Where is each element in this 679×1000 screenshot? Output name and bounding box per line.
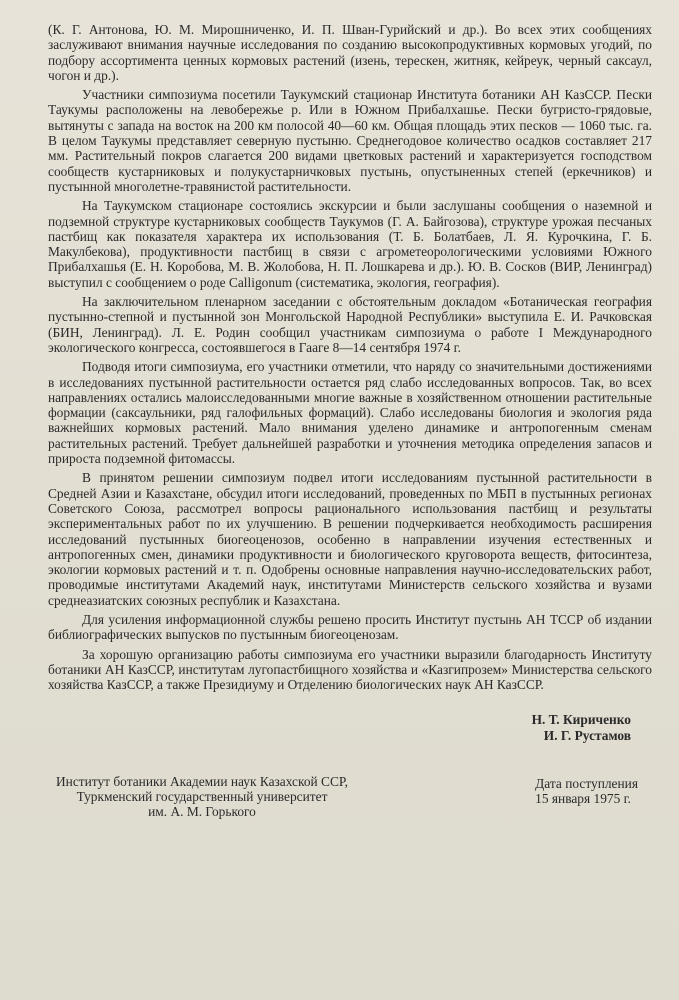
institution-line: им. А. М. Горького [148,804,256,820]
paragraph-continuation: (К. Г. Антонова, Ю. М. Мирошниченко, И. П. Шван-Гурийский и др.). Во всех этих сообщениях заслуживают внимания научные исследования по созданию высокопродуктивных кормовых угодий, по подбору ассортимента ценных кормовых растений (изень, терескен, житняк, кейреук, черный саксаул, чогон и др.). [48,22,652,83]
paragraph-information-service: Для усиления информационной службы решено просить Институт пустынь АН ТССР об издании библиографических выпусков по пустынным биогеоценозам. [48,611,652,643]
paragraph-summary: Подводя итоги симпозиума, его участники отметили, что наряду со значительными достижениями в исследованиях пустынной растительности остается ряд слабо исследованных вопросов. Так, во всех направлениях остались малоисследованными многие важные в хозяйственном отношении растительные формации (саксаульники, ряд галофильных формаций). Слабо исследованы биология и экология ряда важнейших кормовых растений. Мало внимания уделено динамике и антропогенным сменам растительных растений. Требует дальнейшей разработки и уточнения методика определения запасов и прироста подземной фитомассы. [48,359,652,467]
authors-block [48,712,631,744]
received-date-block [535,776,638,819]
author-name: И. Г. Рустамов [543,728,631,744]
article-body [48,22,652,692]
institutions-block [56,774,348,819]
paragraph-excursions: На Таукумском стационаре состоялись экскурсии и были заслушаны сообщения о наземной и подземной структуре кустарниковых сообществ Таукумов (Г. А. Байгозова), структуре урожая песчаных пастбищ как показателя характера их использования (Т. Б. Болатбаев, Л. Я. Курочкина, Г. Б. Макулбекова), продуктивности пастбищ в связи с агрометеорологическими условиями Южного Прибалхашья (Е. Н. Коробова, М. В. Жолобова, Н. П. Лошкарева и др.). Ю. В. Сосков (ВИР, Ленинград) выступил с сообщением о роде Calligonum (систематика, экология, география). [48,198,652,290]
received-date: 15 января 1975 г. [535,791,631,807]
institution-line: Институт ботаники Академии наук Казахской ССР, [56,774,349,790]
received-label: Дата поступления [535,776,638,792]
paragraph-plenary: На заключительном пленарном заседании с обстоятельным докладом «Ботаническая география пустынно-степной и пустынной зон Монгольской Народной Республики» выступила Е. И. Рачковская (БИН, Ленинград). Л. Е. Родин сообщил участникам симпозиума о работе I Международного экологического конгресса, состоявшегося в Гааге 8—14 сентября 1974 г. [48,294,652,355]
institution-line: Туркменский государственный университет [76,789,328,805]
author-name: Н. Т. Кириченко [531,712,631,728]
paragraph-station-visit: Участники симпозиума посетили Таукумский стационар Института ботаники АН КазССР. Пески Таукумы расположены на левобережье р. Или в Южном Прибалхашье. Пески бугристо-грядовые, вытянуты с запада на восток на 200 км полосой 40—60 км. Общая площадь этих песков — 1060 тыс. га. В целом Таукумы представляет северную пустыню. Среднегодовое количество осадков составляет 217 мм. Растительный покров слагается 200 видами цветковых растений и характеризуется господством сообществ кустарниковых и полукустарничковых пустынь, опустыненных степей (еркечников) и пустынной многолетне-травянистой растительности. [48,87,652,194]
paragraph-gratitude: За хорошую организацию работы симпозиума его участники выразили благодарность Институту ботаники АН КазССР, институтам лугопастбищного хозяйства и «Казгипрозем» Министерства сельского хозяйства КазССР, а также Президиуму и Отделению биологических наук АН КазССР. [48,646,652,693]
footer [48,774,652,819]
paragraph-resolution: В принятом решении симпозиум подвел итоги исследованиям пустынной растительности в Средней Азии и Казахстане, обсудил итоги исследований, проведенных по МБП в пустынных регионах Советского Союза, рассмотрел вопросы рационального использования пастбищ и результаты экспериментальных работ по их улучшению. В решении подчеркивается необходимость расширения исследований пустынных биогеоценозов, особенно в направлении изучения естественных и антропогенных смен, динамики продуктивности и биологического круговорота веществ, фитосинтеза, экологии кормовых растений и т. п. Одобрены основные направления научно-исследовательских работ, проводимые институтами Академий наук, институтами Министерств сельского хозяйства и вузами среднеазиатских союзных республик и Казахстана. [48,470,652,608]
